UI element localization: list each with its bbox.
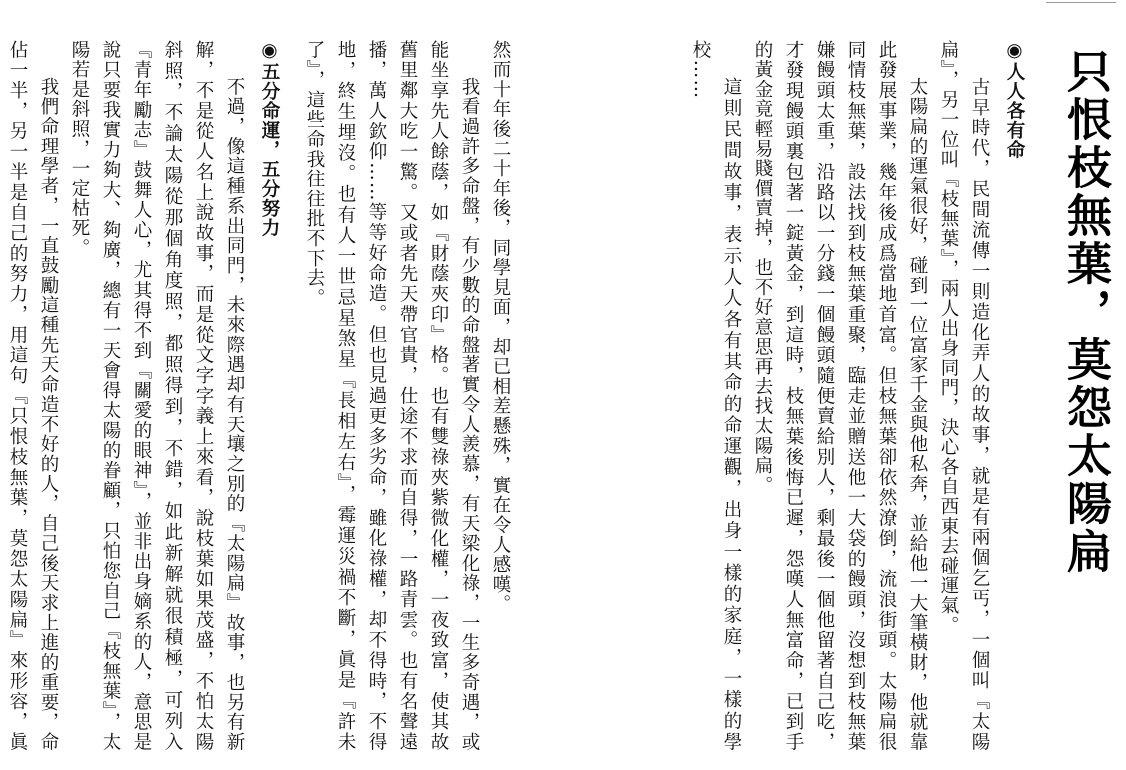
paragraph: 我們命理學者，一直鼓勵這種先天命造不好的人，自己後天求上進的重要，命佔一半，另一半是自己的努力，用這句『只恨枝無葉，莫怨太陽扁』來形容，眞 [7, 40, 59, 752]
paragraph: 不過，像這種系出同門，未來際遇却有天壤之別的『太陽扁』故事，也另有新解，不是從人名上說故事，而是從文字字義上來看，說枝葉如果茂盛，不怕太陽斜照，不論太陽從那個角度照，都照得到，不錯，如此新解就很積極，可列入『青年勵志』鼓舞人心，尤其得不到『關愛的眼神』，並非出身嫡系的人，意思是說只要我實力夠大、夠廣，總有一天會得太陽的眷顧，只怕您自己『枝無葉』，太陽若是斜照，一定枯死。 [69, 40, 245, 752]
paragraph: 然而十年後二十年後，同學見面，却已相差懸殊，實在令人感嘆。 [490, 40, 511, 615]
paragraph: 這則民間故事，表示人人各有其命的命運觀，出身一樣的家庭，一樣的學校…… [690, 40, 742, 752]
paragraph: 太陽扁的運氣很好，碰到一位富家千金與他私奔，並給他一大筆橫財，他就靠此發展事業，幾年後成爲當地首富。但枝無葉卻依然潦倒，流浪街頭。太陽扁很同情枝無葉，設法找到枝無葉重聚，臨走並贈送他一大袋的饅頭，沒想到枝無葉嫌饅頭太重，沿路以一分錢一個饅頭隨便賣給別人，剩最後一個他留著自己吃，才發現饅頭裏包著一錠黃金，到這時，枝無葉後悔已遲，怨嘆人無富命，已到手的黃金竟輕易賤價賣掉，也不好意思再去找太陽扁。 [752, 40, 928, 752]
section-heading-everyone-has-fate: ◉人人各有命 [1004, 40, 1025, 160]
section-heading-half-fate-half-effort: ◉五分命運，五分努力 [259, 40, 280, 238]
paragraph: 古早時代，民間流傳一則造化弄人的故事，就是有兩個乞丐，一個叫『太陽扁』，另一位叫『枝無葉』，兩人出身同門，決心各自西東去碰運氣。 [938, 40, 990, 752]
right-page [676, 40, 1114, 752]
left-page [7, 40, 516, 752]
chapter-title: 只恨枝無葉，莫怨太陽扁 [1059, 48, 1112, 576]
paragraph: 我看過許多命盤，有少數的命盤著實令人羨慕，有天梁化祿，一生多奇遇，或能坐享先人餘蔭，如『財蔭夾印』格。也有雙祿夾紫微化權，一夜致富，使其故舊里鄰大吃一驚。又或者先天帶官貴，仕途不求而自得，一路青雲。也有名聲遠播，萬人欽仰……等等好命造。但也見過更多劣命，雖化祿權，却不得時，不得地，終生埋沒。也有人一世忌星煞星『長相左右』，霉運災禍不斷，眞是『許未了』，這些命我往往批不下去。 [304, 40, 480, 752]
